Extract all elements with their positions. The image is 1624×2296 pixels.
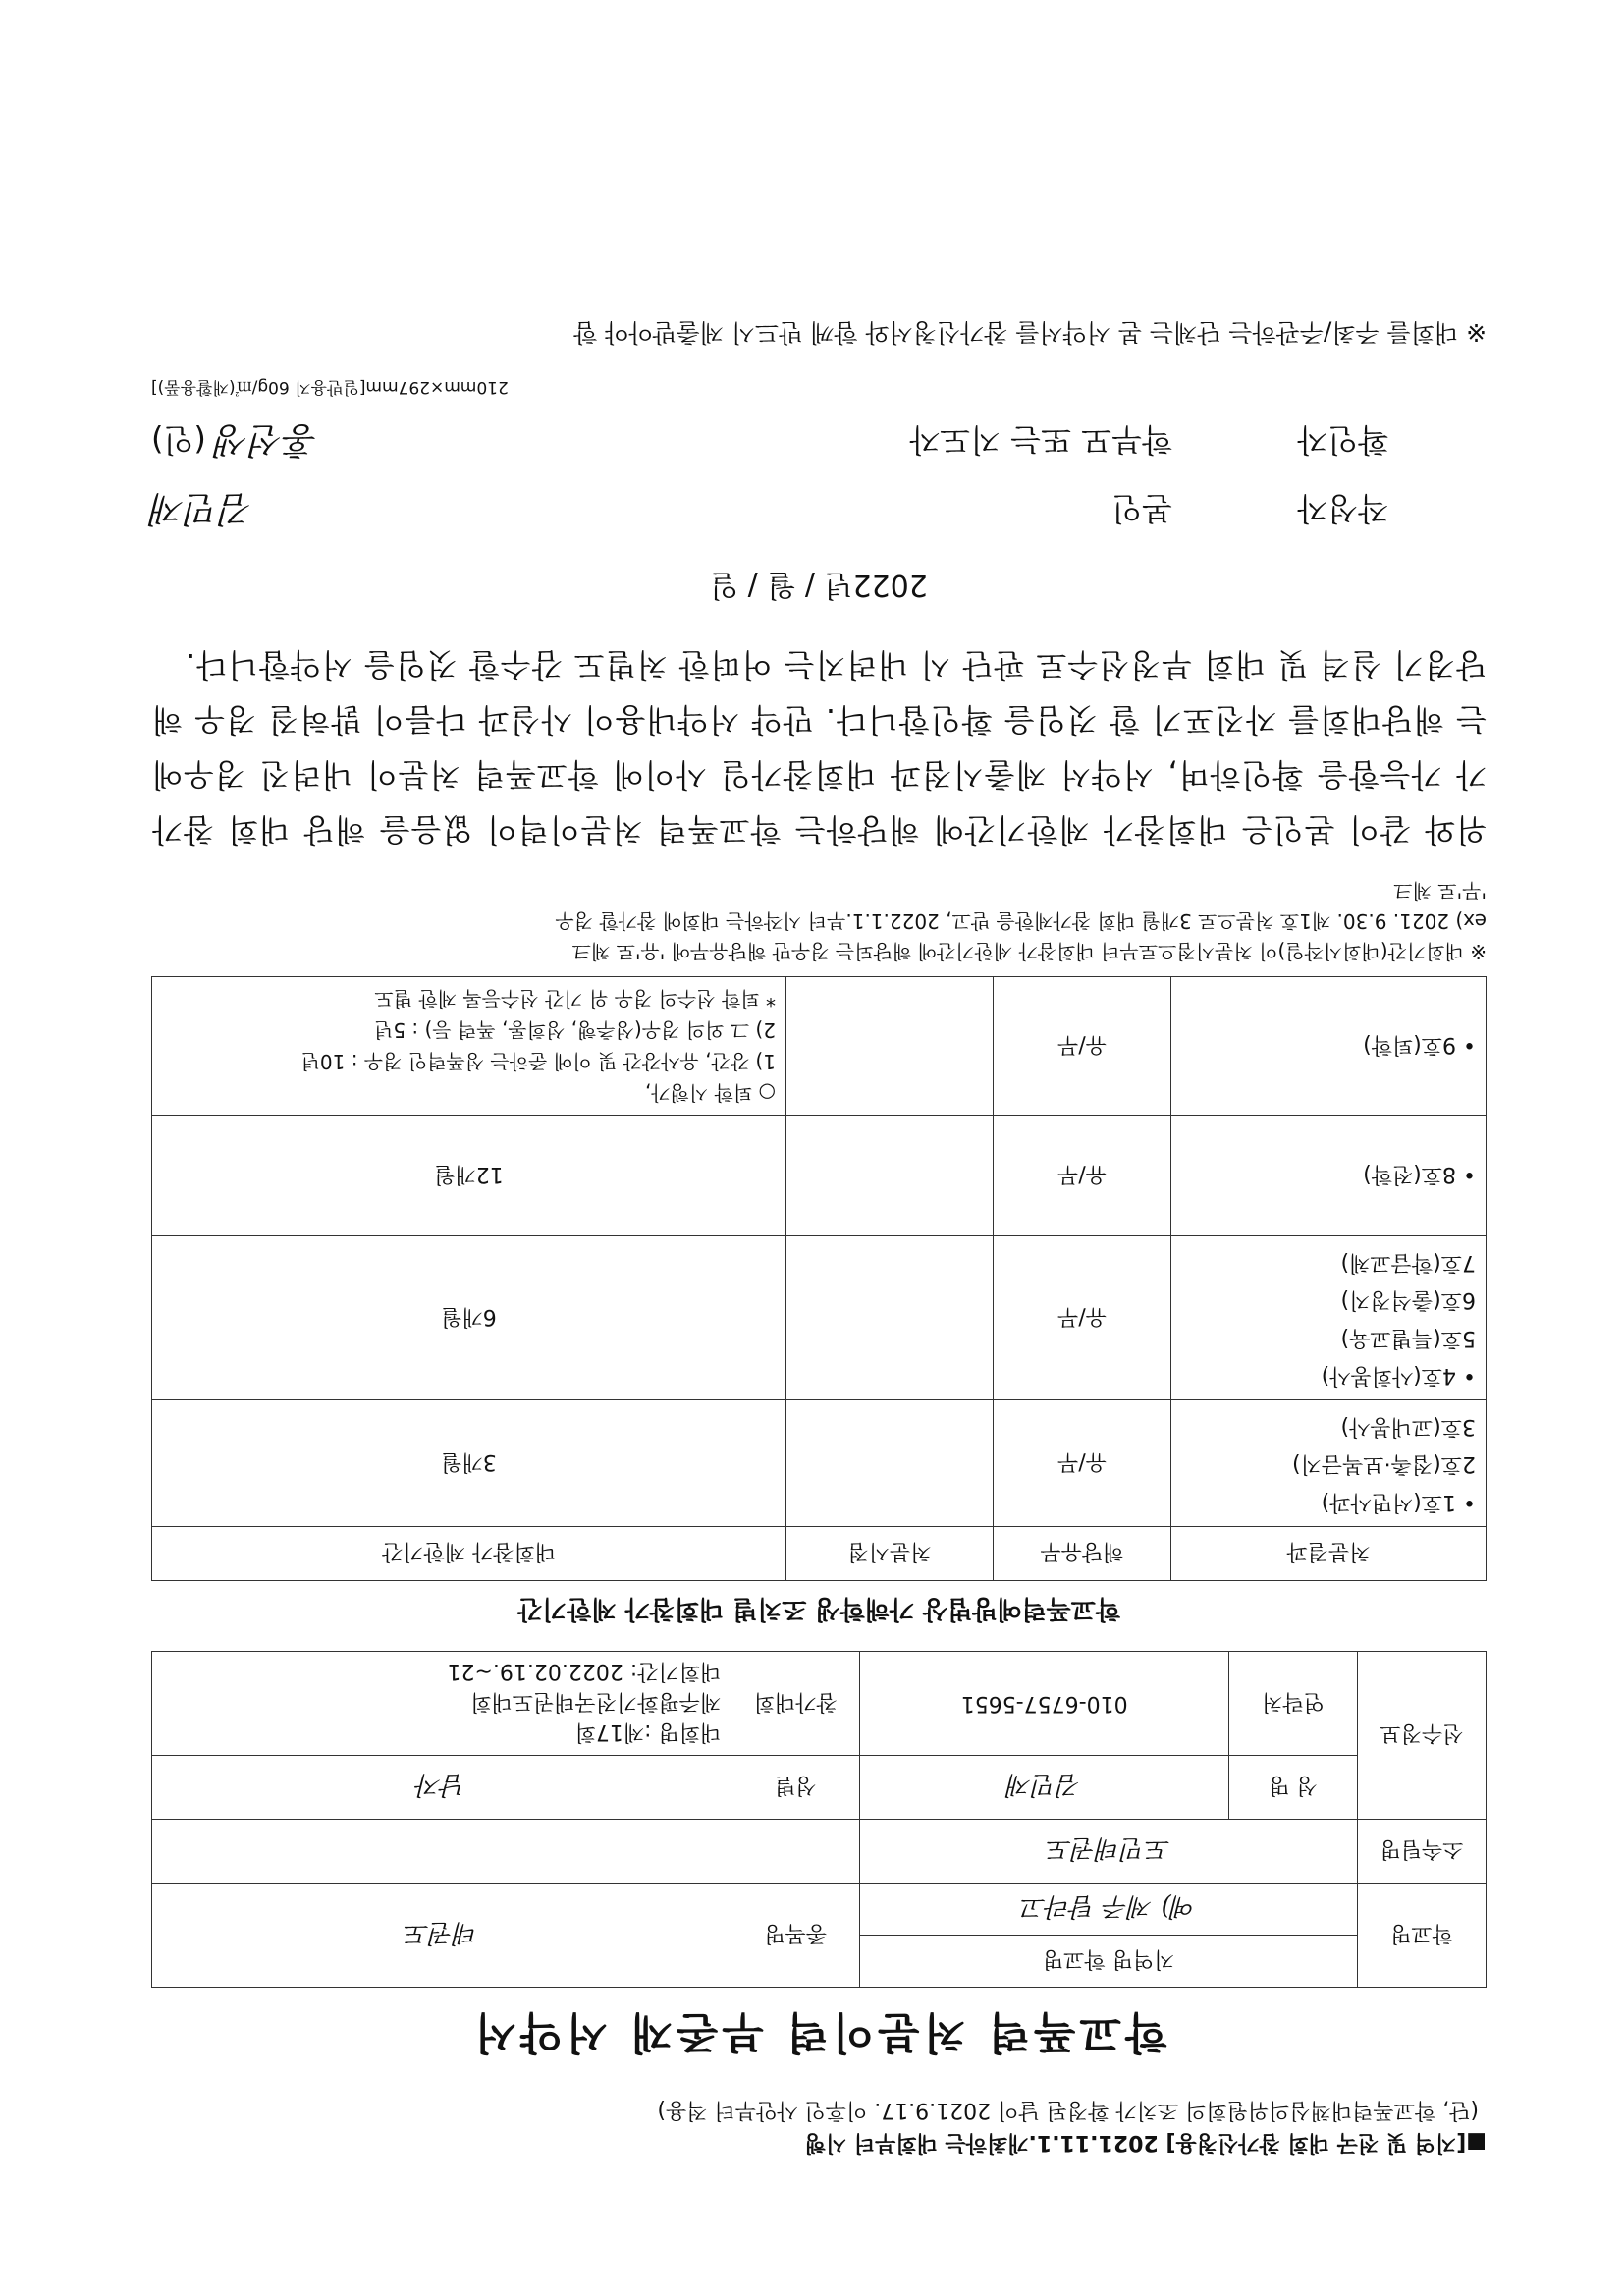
check-cell[interactable]: 유/무 [994,1400,1171,1527]
check-cell[interactable]: 유/무 [994,1116,1171,1236]
school-example: 예) 제주 탐라고 [860,1884,1358,1936]
competition-period: 대회기간: 2022.02.19.~21 [447,1659,722,1683]
result-item: 7호(학급교체) [1340,1250,1476,1275]
result-item: 2호(접촉·보복금지) [1292,1451,1476,1477]
result-item: 5호(특별교육) [1340,1326,1476,1350]
check-cell[interactable]: 유/무 [994,1236,1171,1400]
period-subtitle: 학교폭력예방법상 가해학생 조치별 대회참가 제한기간 [517,1594,1120,1623]
limit-cell: 12개월 [152,1116,786,1236]
competition-label: 참가대회 [731,1652,860,1756]
limit-cell-expulsion [152,977,786,1116]
contact-label: 연락처 [1229,1652,1358,1756]
name-label: 성 명 [1229,1756,1358,1820]
writer-signature: 김민재 [151,488,254,528]
form-body [151,317,1487,2159]
note-line: ※ 대회기간(대회시작일)이 처분시점으로부터 대회참가 제한기간에 해당되는 경우만 해당유무에 '유'로 체크 [571,940,1487,964]
date-cell[interactable] [786,1236,994,1400]
result-item: 6호(출석정지) [1340,1287,1476,1313]
note-line: '무'로 체크 [1393,879,1487,903]
event-label: 종목명 [731,1884,860,1988]
competition-full: 제주평화기전국태권도대회 [470,1689,722,1714]
result-item: • 9호(퇴학) [1171,977,1487,1116]
school-value: 지역명 학교명 [860,1936,1358,1988]
expulsion-line: 2) 그 외의 경우(성추행, 성희롱, 폭력 등) : 5년 [374,1018,776,1043]
team-value: 도민태권도 [860,1820,1358,1884]
table-row [152,1236,1487,1400]
competition-info [152,1652,731,1756]
result-item: 3호(교내봉사) [1340,1414,1476,1439]
date-cell[interactable] [786,977,994,1116]
expulsion-line: 1) 강간, 유사강간 및 이에 준하는 성폭력인 경우 : 10년 [300,1050,776,1074]
expulsion-line: * 퇴학 선수의 경우 위 기간 선수등록 제한 별도 [374,987,776,1011]
team-label: 소속팀명 [1358,1820,1487,1884]
result-item: • 1호(서면사과) [1321,1490,1476,1514]
limit-cell: 3개월 [152,1400,786,1527]
page-title: 학교폭력 처분이력 부존재 서약서 [470,2007,1167,2057]
athlete-info-table [151,1651,1487,1988]
col-limit: 대회참가 제한기간 [152,1527,786,1581]
table-row [152,1400,1487,1527]
contact-value: 010-6757-5651 [860,1652,1229,1756]
athlete-label: 선수정보 [1358,1652,1487,1820]
col-date: 처분시점 [786,1527,994,1581]
result-item: • 4호(사회봉사) [1321,1363,1476,1389]
competition-name: 대회명 :제17회 [574,1720,722,1744]
note-line: ex) 2021. 9.30. 제1호 처분으로 3개월 대회 참가제한을 받고, 2022.1.1.부터 시작하는 대회에 참가할 경우 [555,909,1487,934]
date-cell[interactable] [786,1400,994,1527]
expulsion-line: ○ 퇴학 시행가, [644,1081,776,1106]
sign-date: 2022년 / 월 / 일 [710,568,928,603]
notes [151,876,1487,967]
col-result: 처분결과 [1171,1527,1487,1581]
table-row [152,1116,1487,1236]
event-value: 태권도 [152,1884,731,1988]
header-line-1: ■[지역 및 전국 대회 참가신청용] 2021.11.1.개최하는 대회부터 시행 [804,2130,1487,2155]
footer-note: ※ 대회를 주최/주관하는 단체는 본 서약서를 참가신청서와 함께 반드시 제출받아야 함 [573,318,1487,348]
writer-value: 본인 [1111,490,1172,528]
check-cell[interactable]: 유/무 [994,977,1171,1116]
result-item: • 8호(전학) [1171,1116,1487,1236]
paper-size-info: 210mm×297mm[일반용지 60g/㎡(재활용품)] [151,377,509,398]
confirm-signature: 홍선생 [215,419,319,460]
col-check: 해당유무 [994,1527,1171,1581]
gender-value: 남자 [152,1756,731,1820]
date-cell[interactable] [786,1116,994,1236]
table-row [152,977,1487,1116]
period-table [151,977,1487,1582]
confirm-value: 학부모 또는 지도자 [909,421,1172,460]
writer-row [151,477,1487,546]
pledge-text: 위와 같이 본인은 대회참가 제한기간에 해당하는 학교폭력 처분이력이 없음을 해당 대회 참가가 가능함을 확인하며, 서약서 제출시점과 대회참가일 사이에 학교폭력 처분이 내려진 경우에는 해당대회를 자진포기 할 것임을 확인합니다. 만약 서약내용이 사실과 다름이 밝혀질 경우 해당경기 실격 및 대회 부정선수로 판단 시 내려지는 어떠한 처벌도 감수할 것임을 서약합니다. [151,646,1487,849]
confirm-row [151,409,1487,477]
seal-mark: (인) [151,421,206,460]
writer-label: 작성자 [1297,490,1388,528]
header-line-2: (단, 학교폭력대책심의위원회의 조치가 확정된 날이 2021.9.17. 이후인 사안부터 적용) [657,2098,1479,2122]
name-value: 김민재 [860,1756,1229,1820]
confirm-label: 확인자 [1297,421,1388,460]
limit-cell: 6개월 [152,1236,786,1400]
school-label: 학교명 [1358,1884,1487,1988]
gender-label: 성별 [731,1756,860,1820]
